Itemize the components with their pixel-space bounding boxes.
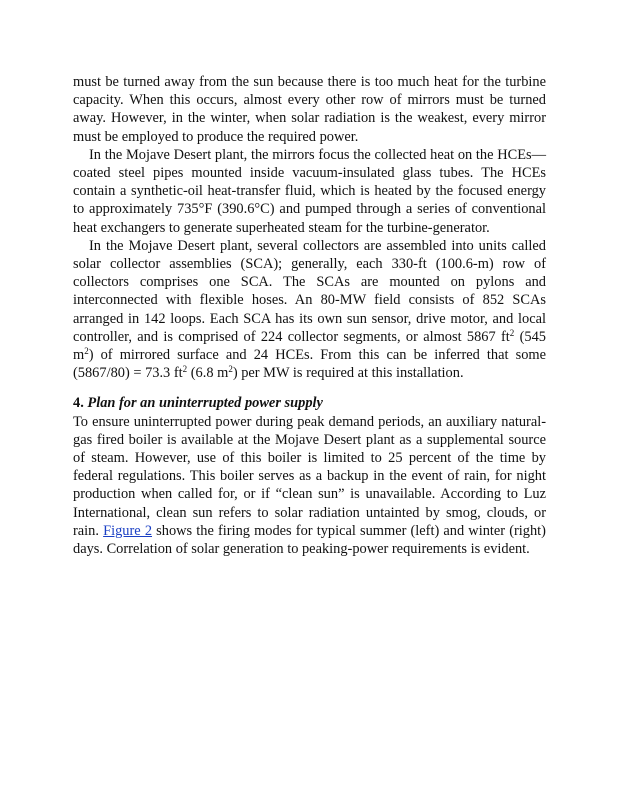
superscript-m2-a: 2 — [84, 346, 89, 357]
paragraph-sca-assemblies — [73, 237, 546, 383]
sca-text-3: ) of mirrored surface and 24 HCEs. From this can be inferred that some (5867/80) = 73.3 ft — [73, 347, 546, 382]
section-heading — [73, 394, 546, 412]
section-number: 4. — [73, 395, 84, 412]
superscript-ft2-a: 2 — [509, 327, 515, 338]
document-page — [73, 73, 546, 558]
paragraph-turning-mirrors: must be turned away from the sun because there is too much heat for the turbine capacity. When this occurs, almost every other row of mirrors must be turned away. However, in the winter, when solar radiation is the weakest, every mirror must be employed to produce the required power. — [73, 74, 546, 145]
superscript-ft2-b: 2 — [182, 364, 188, 375]
sca-text-4: (6.8 m — [187, 365, 229, 382]
sca-text-5: ) per MW is required at this installation. — [232, 365, 464, 382]
superscript-m2-b: 2 — [228, 364, 233, 375]
sca-text-2: (545 m — [73, 328, 546, 364]
paragraph-hce-description: In the Mojave Desert plant, the mirrors focus the collected heat on the HCEs—coated steel pipes mounted inside vacuum-insulated glass tubes. The HCEs contain a synthetic-oil heat-transfer fluid, which is heated by the focused energy to approximately 735°F (390.6°C) and pumped through a series of conventional heat exchangers to generate superheated steam for the turbine-generator. — [73, 146, 546, 236]
sca-text-1: In the Mojave Desert plant, several collectors are assembled into units called solar collector assemblies (SCA); generally, each 330-ft (100.6-m) row of collectors comprises one SCA. The SCAs are mounted on pylons and interconnected with flexible hoses. An 80-MW field consists of 852 SCAs arranged in 142 loops. Each SCA has its own sun sensor, drive motor, and local controller, and is comprised of 224 collector segments, or almost 5867 ft — [73, 237, 546, 345]
supply-text-1: To ensure uninterrupted power during peak demand periods, an auxiliary natural-gas fired boiler is available at the Mojave Desert plant as a supplemental source of steam. However, use of this boiler is limited to 25 percent of the time by federal regulations. This boiler serves as a backup in the event of rain, for night production when called for, or if “clean sun” is unavailable. According to Luz International, clean sun refers to solar radiation untainted by smog, clouds, or rain. — [73, 413, 546, 539]
supply-text-2: shows the firing modes for typical summer (left) and winter (right) days. Correlation of solar generation to peaking-power requirements is evident. — [73, 522, 546, 558]
figure-2-link[interactable]: Figure 2 — [103, 522, 153, 539]
paragraph-uninterrupted-supply — [73, 413, 546, 559]
section-title: Plan for an uninterrupted power supply — [87, 395, 323, 412]
